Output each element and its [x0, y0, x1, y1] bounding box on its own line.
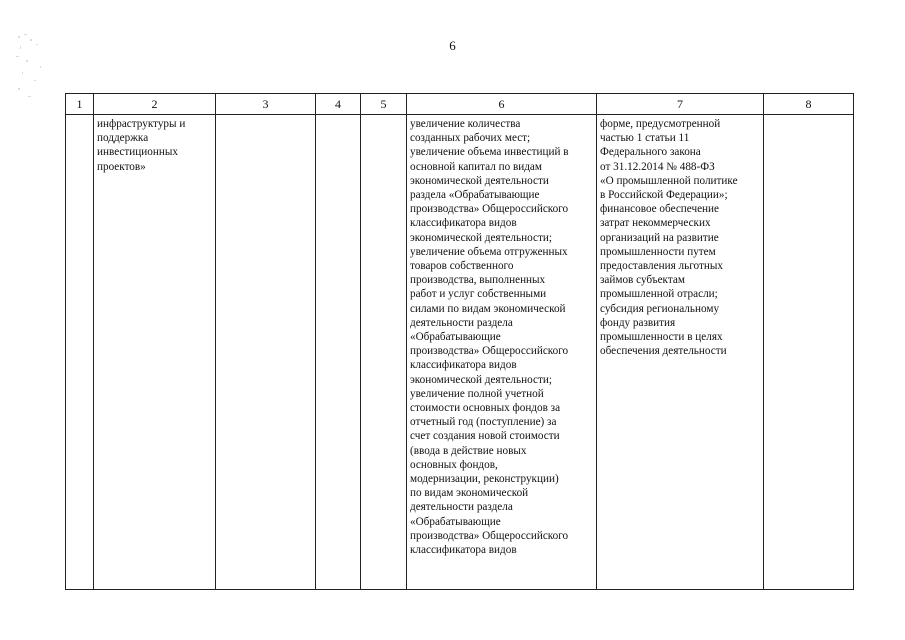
text-line: увеличение объема отгруженных [410, 245, 568, 258]
text-line: в Российской Федерации»; [600, 189, 728, 202]
text-line: от 31.12.2014 № 488-ФЗ [600, 160, 715, 173]
text-line: по видам экономической [410, 487, 529, 500]
cell-col2 [94, 115, 216, 590]
column-header-4: 4 [316, 94, 361, 115]
cell-col4 [316, 115, 361, 590]
text-line: производства» Общероссийского [410, 203, 569, 216]
page-number: 6 [449, 38, 456, 53]
header-row [66, 94, 854, 115]
text-line: организаций на развитие [600, 231, 719, 244]
text-line: производства» Общероссийского [410, 345, 569, 358]
text-line: затрат некоммерческих [600, 217, 711, 230]
text-line: проектов» [97, 160, 146, 173]
cell-col1 [66, 115, 94, 590]
text-line: производства» Общероссийского [410, 529, 569, 542]
text-line: увеличение полной учетной [410, 387, 544, 400]
cell-col3 [216, 115, 316, 590]
text-line: деятельности раздела [410, 501, 513, 514]
text-line: работ и услуг собственными [410, 288, 547, 301]
text-line: форме, предусмотренной [600, 118, 721, 130]
text-line: основной капитал по видам [410, 160, 542, 173]
text-line: основных фондов, [410, 458, 498, 471]
text-line: счет создания новой стоимости [410, 430, 560, 443]
column-header-2: 2 [94, 94, 216, 115]
text-line: экономической деятельности; [410, 373, 552, 386]
text-line: предоставления льготных [600, 260, 723, 273]
column-header-6: 6 [407, 94, 597, 115]
column-header-8: 8 [764, 94, 854, 115]
text-line: стоимости основных фондов за [410, 402, 561, 415]
cell-col6 [407, 115, 597, 590]
cell-col7-text [600, 117, 761, 358]
table-row [66, 115, 854, 590]
text-line: раздела «Обрабатывающие [410, 189, 540, 202]
text-line: инвестиционных [97, 146, 178, 159]
scan-artifact [14, 30, 60, 110]
cell-col6-text [410, 117, 594, 557]
text-line: увеличение объема инвестиций в [410, 146, 569, 159]
text-line: инфраструктуры и [97, 118, 186, 130]
text-line: увеличение количества [410, 118, 521, 130]
text-line: деятельности раздела [410, 316, 513, 329]
text-line: «Обрабатывающие [410, 331, 501, 344]
text-line: фонду развития [600, 316, 676, 329]
text-line: частью 1 статьи 11 [600, 132, 690, 145]
text-line: обеспечения деятельности [600, 345, 727, 358]
text-line: отчетный год (поступление) за [410, 416, 557, 429]
text-line: «О промышленной политике [600, 174, 738, 187]
text-line: товаров собственного [410, 260, 514, 273]
text-line: финансовое обеспечение [600, 203, 719, 216]
cell-col5 [361, 115, 407, 590]
column-header-5: 5 [361, 94, 407, 115]
text-line: промышленности в целях [600, 331, 723, 344]
text-line: экономической деятельности; [410, 231, 552, 244]
text-line: займов субъектам [600, 274, 685, 287]
text-line: классификатора видов [410, 217, 517, 230]
text-line: субсидия региональному [600, 302, 720, 315]
text-line: экономической деятельности [410, 174, 549, 187]
text-line: классификатора видов [410, 359, 517, 372]
column-header-1: 1 [66, 94, 94, 115]
text-line: «Обрабатывающие [410, 515, 501, 528]
text-line: промышленности путем [600, 245, 716, 258]
text-line: промышленной отрасли; [600, 288, 718, 301]
cell-col8 [764, 115, 854, 590]
cell-col2-text [97, 117, 213, 174]
text-line: (ввода в действие новых [410, 444, 527, 457]
text-line: силами по видам экономической [410, 302, 566, 315]
text-line: созданных рабочих мест; [410, 132, 531, 145]
text-line: классификатора видов [410, 544, 517, 557]
text-line: Федерального закона [600, 146, 701, 159]
column-header-3: 3 [216, 94, 316, 115]
column-header-7: 7 [597, 94, 764, 115]
cell-col7 [597, 115, 764, 590]
text-line: модернизации, реконструкции) [410, 473, 559, 486]
text-line: поддержка [97, 132, 149, 145]
text-line: производства, выполненных [410, 274, 546, 287]
document-table [65, 93, 854, 590]
